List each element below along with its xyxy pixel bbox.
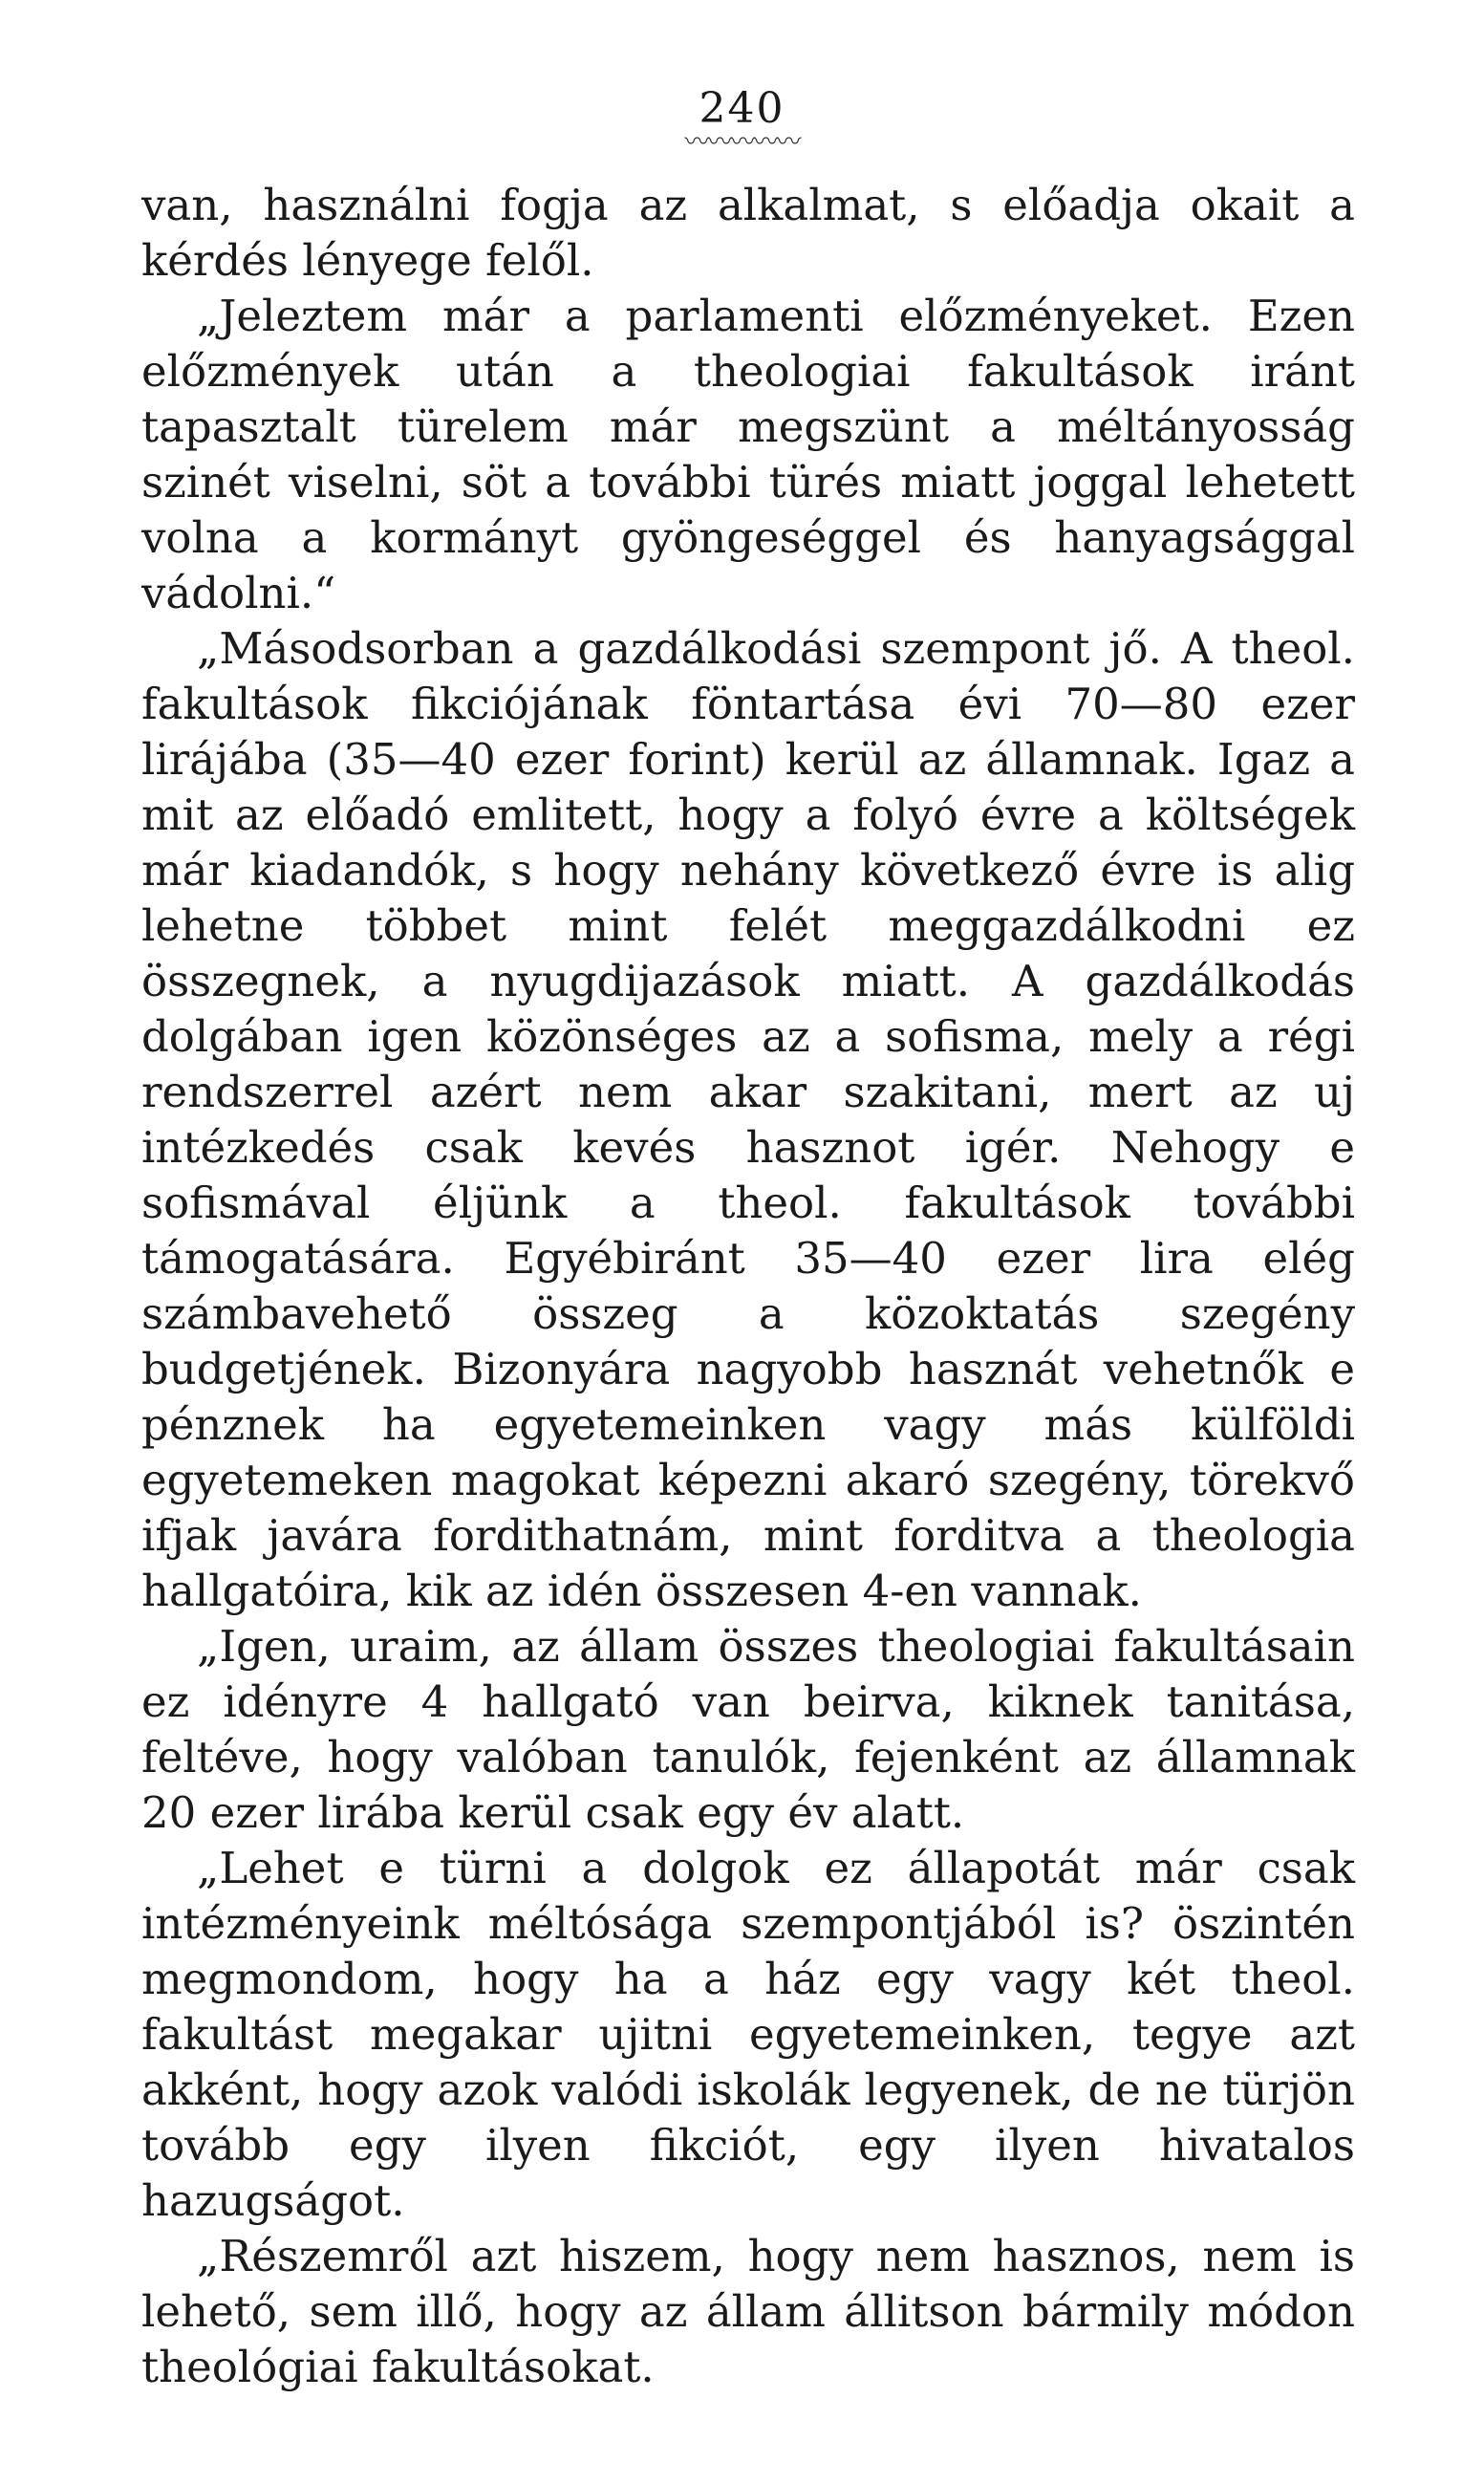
body-text: [141, 178, 1355, 2395]
paragraph: „Másodsorban a gazdálkodási szempont jő. A theol. fakultások fikciójának föntartása évi 70—80 ezer lirájába (35—40 ezer forint) kerül az államnak. Igaz a mit az előadó emlitett, hogy a folyó évre a költségek már kiadandók, s hogy nehány következő évre is alig lehetne többet mint felét meggazdálkodni ez összegnek, a nyugdijazások miatt. A gazdálkodás dolgában igen közönséges az a sofisma, mely a régi rendszerrel azért nem akar szakitani, mert az uj intézkedés csak kevés hasznot igér. Nehogy e sofismával éljünk a theol. fakultások további támogatására. Egyébiránt 35—40 ezer lira elég számbavehető összeg a közoktatás szegény budgetjének. Bizonyára nagyobb hasznát vehetnők e pénznek ha egyetemeinken vagy más külföldi egyetemeken magokat képezni akaró szegény, törekvő ifjak javára fordithatnám, mint forditva a theologia hallgatóira, kik az idén összesen 4-en vannak.: [141, 623, 1355, 1616]
paragraph: „Lehet e türni a dolgok ez állapotát már csak intézményeink méltósága szempontjából is? öszintén megmondom, hogy ha a ház egy vagy két theol. fakultást megakar ujitni egyetemeinken, tegye azt akként, hogy azok valódi iskolák legyenek, de ne türjön tovább egy ilyen fikciót, egy ilyen hivatalos hazugságot.: [141, 1843, 1355, 2226]
paragraph: „Jeleztem már a parlamenti előzményeket. Ezen előzmények után a theologiai fakultások iránt tapasztalt türelem már megszünt a méltányosság szinét viselni, söt a további türés miatt joggal lehetett volna a kormányt gyöngeséggel és hanyagsággal vádolni.“: [141, 291, 1355, 618]
paragraph-continuation: van, használni fogja az alkalmat, s előadja okait a kérdés lényege felől.: [141, 180, 1355, 286]
paragraph: „Részemről azt hiszem, hogy nem hasznos, nem is lehető, sem illő, hogy az állam állitson bármily módon theológiai fakultásokat.: [141, 2231, 1355, 2392]
page-number: 240: [699, 84, 785, 133]
page-number-ornament: 〰〰〰〰〰: [684, 128, 800, 157]
paragraph: „Igen, uraim, az állam összes theologiai fakultásain ez idényre 4 hallgató van beirva, kiknek tanitása, feltéve, hogy valóban tanulók, fejenként az államnak 20 ezer lirába kerül csak egy év alatt.: [141, 1621, 1355, 1838]
